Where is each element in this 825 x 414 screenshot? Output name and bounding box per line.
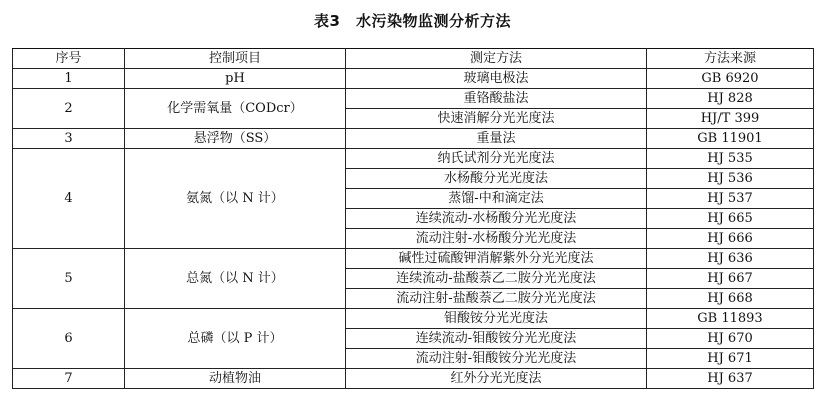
method-source: HJ 667 [647, 269, 814, 289]
test-method: 蒸馏-中和滴定法 [346, 189, 647, 209]
method-source: GB 11901 [647, 129, 814, 149]
control-item: 总氮（以 N 计） [125, 249, 346, 309]
test-method: 重量法 [346, 129, 647, 149]
test-method: 流动注射-水杨酸分光光度法 [346, 229, 647, 249]
method-source: GB 11893 [647, 309, 814, 329]
table-row [13, 69, 814, 89]
test-method: 红外分光光度法 [346, 369, 647, 389]
test-method: 玻璃电极法 [346, 69, 647, 89]
row-number: 4 [13, 149, 125, 249]
test-method: 连续流动-盐酸萘乙二胺分光光度法 [346, 269, 647, 289]
method-source: HJ/T 399 [647, 109, 814, 129]
row-number: 5 [13, 249, 125, 309]
test-method: 流动注射-盐酸萘乙二胺分光光度法 [346, 289, 647, 309]
method-source: HJ 671 [647, 349, 814, 369]
method-source: HJ 665 [647, 209, 814, 229]
test-method: 快速消解分光光度法 [346, 109, 647, 129]
method-source: HJ 536 [647, 169, 814, 189]
table-row [13, 309, 814, 329]
test-method: 碱性过硫酸钾消解紫外分光光度法 [346, 249, 647, 269]
method-source: HJ 636 [647, 249, 814, 269]
header-no: 序号 [13, 49, 125, 69]
method-source: HJ 668 [647, 289, 814, 309]
row-number: 2 [13, 89, 125, 129]
test-method: 水杨酸分光光度法 [346, 169, 647, 189]
row-number: 6 [13, 309, 125, 369]
test-method: 重铬酸盐法 [346, 89, 647, 109]
method-source: HJ 637 [647, 369, 814, 389]
control-item: 化学需氧量（CODcr） [125, 89, 346, 129]
test-method: 连续流动-水杨酸分光光度法 [346, 209, 647, 229]
test-method: 连续流动-钼酸铵分光光度法 [346, 329, 647, 349]
method-source: HJ 666 [647, 229, 814, 249]
control-item: pH [125, 69, 346, 89]
row-number: 1 [13, 69, 125, 89]
row-number: 7 [13, 369, 125, 389]
table-body [13, 69, 814, 389]
control-item: 氨氮（以 N 计） [125, 149, 346, 249]
row-number: 3 [13, 129, 125, 149]
control-item: 动植物油 [125, 369, 346, 389]
method-source: GB 6920 [647, 69, 814, 89]
header-row [13, 49, 814, 69]
test-method: 纳氏试剂分光光度法 [346, 149, 647, 169]
header-item: 控制项目 [125, 49, 346, 69]
table-row [13, 249, 814, 269]
method-source: HJ 537 [647, 189, 814, 209]
method-source: HJ 670 [647, 329, 814, 349]
table-row [13, 369, 814, 389]
table-row [13, 129, 814, 149]
method-source: HJ 828 [647, 89, 814, 109]
table-title: 表3 水污染物监测分析方法 [314, 12, 511, 30]
test-method: 钼酸铵分光光度法 [346, 309, 647, 329]
header-source: 方法来源 [647, 49, 814, 69]
monitoring-methods-table [12, 48, 814, 389]
table-row [13, 89, 814, 109]
control-item: 总磷（以 P 计） [125, 309, 346, 369]
table-row [13, 149, 814, 169]
test-method: 流动注射-钼酸铵分光光度法 [346, 349, 647, 369]
header-method: 测定方法 [346, 49, 647, 69]
method-source: HJ 535 [647, 149, 814, 169]
control-item: 悬浮物（SS） [125, 129, 346, 149]
